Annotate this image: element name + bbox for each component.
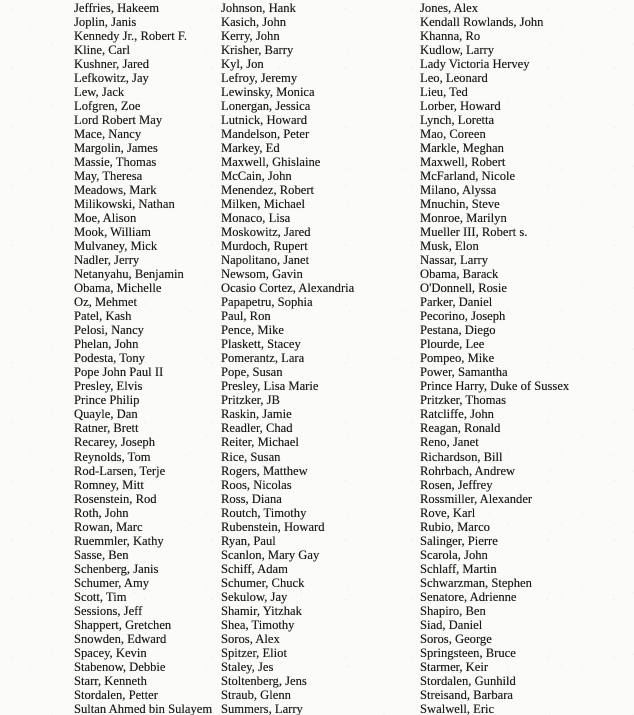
name-entry: Pope, Susan	[221, 365, 283, 380]
name-entry: Lutnick, Howard	[221, 113, 308, 128]
name-entry: Rosenstein, Rod	[74, 491, 157, 506]
name-entry: Snowden, Edward	[74, 631, 167, 646]
name-entry: Lady Victoria Hervey	[420, 57, 530, 72]
name-entry: Ocasio Cortez, Alexandria	[221, 281, 355, 296]
name-entry: Parker, Daniel	[420, 295, 493, 310]
name-column-center	[221, 1, 354, 715]
name-entry: Pope John Paul II	[74, 365, 164, 380]
name-entry: Margolin, James	[74, 141, 158, 156]
name-entry: Shea, Timothy	[221, 617, 295, 632]
name-entry: Markle, Meghan	[420, 141, 504, 156]
name-entry: Soros, Alex	[221, 631, 280, 646]
name-entry: Lefkowitz, Jay	[74, 71, 149, 86]
name-entry: Stordalen, Petter	[74, 687, 158, 702]
name-entry: Lewinsky, Monica	[221, 85, 315, 100]
name-entry: Rubio, Marco	[420, 519, 490, 534]
name-entry: Massie, Thomas	[74, 155, 157, 170]
name-entry: Milken, Michael	[221, 197, 305, 212]
name-entry: Starr, Kenneth	[74, 673, 147, 688]
name-entry: Nassar, Larry	[420, 253, 489, 268]
name-entry: Lonergan, Jessica	[221, 99, 311, 114]
name-entry: Summers, Larry	[221, 701, 303, 715]
name-entry: Pestana, Diego	[420, 323, 496, 338]
name-entry: Richardson, Bill	[420, 449, 503, 464]
name-entry: Papapetru, Sophia	[221, 295, 313, 310]
name-entry: Reynolds, Tom	[74, 449, 151, 464]
name-entry: Readler, Chad	[221, 421, 293, 436]
name-entry: Reiter, Michael	[221, 435, 299, 450]
name-entry: Mueller III, Robert s.	[420, 225, 528, 240]
name-entry: Sasse, Ben	[74, 547, 129, 562]
name-entry: Maxwell, Robert	[420, 155, 506, 170]
name-entry: Schumer, Chuck	[221, 575, 305, 590]
name-entry: Spacey, Kevin	[74, 645, 147, 660]
name-entry: Mao, Coreen	[420, 127, 486, 142]
name-entry: Jones, Alex	[420, 1, 479, 15]
name-entry: Rogers, Matthew	[221, 463, 308, 478]
name-entry: Joplin, Janis	[74, 15, 137, 30]
name-entry: Rod-Larsen, Terje	[74, 463, 166, 478]
name-entry: Ross, Diana	[221, 491, 282, 506]
name-entry: Lynch, Loretta	[420, 113, 495, 128]
name-entry: Mnuchin, Steve	[420, 197, 500, 212]
name-entry: McFarland, Nicole	[420, 169, 516, 184]
name-entry: Rossmiller, Alexander	[420, 491, 533, 506]
name-entry: Johnson, Hank	[221, 1, 296, 15]
name-entry: Romney, Mitt	[74, 477, 144, 492]
name-entry: Kennedy Jr., Robert F.	[74, 29, 188, 44]
name-entry: Salinger, Pierre	[420, 533, 498, 548]
name-entry: Newsom, Gavin	[221, 267, 303, 282]
name-entry: May, Theresa	[74, 169, 143, 184]
name-entry: Musk, Elon	[420, 239, 479, 254]
name-entry: Shapiro, Ben	[420, 603, 486, 618]
name-entry: Ratcliffe, John	[420, 407, 494, 422]
name-entry: Pelosi, Nancy	[74, 323, 144, 338]
name-entry: Plaskett, Stacey	[221, 337, 301, 352]
name-entry: Lorber, Howard	[420, 99, 501, 114]
name-entry: Rice, Susan	[221, 449, 281, 464]
name-entry: Stoltenberg, Jens	[221, 673, 307, 688]
name-entry: Reagan, Ronald	[420, 421, 501, 436]
name-entry: Moe, Alison	[74, 211, 137, 226]
name-column-right	[420, 1, 569, 715]
name-entry: Presley, Lisa Marie	[221, 379, 319, 394]
name-entry: Streisand, Barbara	[420, 687, 514, 702]
name-entry: Schiff, Adam	[221, 561, 288, 576]
name-entry: Springsteen, Bruce	[420, 645, 516, 660]
name-entry: McCain, John	[221, 169, 292, 184]
name-entry: Ruemmler, Kathy	[74, 533, 164, 548]
name-column-left	[74, 1, 212, 715]
name-entry: Krisher, Barry	[221, 43, 294, 58]
name-entry: Obama, Barack	[420, 267, 499, 282]
name-entry: Prince Harry, Duke of Sussex	[420, 379, 570, 394]
name-entry: Quayle, Dan	[74, 407, 138, 422]
name-entry: Kline, Carl	[74, 43, 130, 58]
name-entry: Starmer, Keir	[420, 659, 489, 674]
name-entry: Lofgren, Zoe	[74, 99, 141, 114]
name-entry: Kendall Rowlands, John	[420, 15, 544, 30]
name-entry: Mook, William	[74, 225, 151, 240]
name-entry: Monaco, Lisa	[221, 211, 291, 226]
name-entry: Soros, George	[420, 631, 492, 646]
name-entry: Kasich, John	[221, 15, 287, 30]
name-entry: Podesta, Tony	[74, 351, 145, 366]
name-entry: Phelan, John	[74, 337, 139, 352]
name-entry: Rubenstein, Howard	[221, 519, 325, 534]
name-entry: Menendez, Robert	[221, 183, 315, 198]
name-entry: Stordalen, Gunhild	[420, 673, 516, 688]
name-entry: Sessions, Jeff	[74, 603, 143, 618]
name-entry: Sultan Ahmed bin Sulayem	[74, 701, 213, 715]
name-entry: Paul, Ron	[221, 309, 271, 324]
name-entry: Straub, Glenn	[221, 687, 291, 702]
name-entry: Pritzker, Thomas	[420, 393, 507, 408]
name-entry: Khanna, Ro	[420, 29, 481, 44]
name-entry: Sekulow, Jay	[221, 589, 288, 604]
name-entry: Markey, Ed	[221, 141, 280, 156]
name-entry: Rosen, Jeffrey	[420, 477, 493, 492]
name-entry: Scott, Tim	[74, 589, 127, 604]
name-entry: Ratner, Brett	[74, 421, 139, 436]
name-entry: O'Donnell, Rosie	[420, 281, 507, 296]
name-entry: Obama, Michelle	[74, 281, 162, 296]
name-entry: Shappert, Gretchen	[74, 617, 172, 632]
name-entry: Kushner, Jared	[74, 57, 150, 72]
name-entry: Pritzker, JB	[221, 393, 280, 408]
name-entry: Pecorino, Joseph	[420, 309, 506, 324]
name-entry: Leo, Leonard	[420, 71, 488, 86]
name-entry: Lefroy, Jeremy	[221, 71, 298, 86]
name-entry: Recarey, Joseph	[74, 435, 156, 450]
name-entry: Pence, Mike	[221, 323, 284, 338]
name-entry: Presley, Elvis	[74, 379, 143, 394]
name-entry: Lew, Jack	[74, 85, 125, 100]
name-entry: Siad, Daniel	[420, 617, 483, 632]
name-entry: Senatore, Adrienne	[420, 589, 517, 604]
name-entry: Lieu, Ted	[420, 85, 468, 100]
name-entry: Kyl, Jon	[221, 57, 264, 72]
name-entry: Scarola, John	[420, 547, 488, 562]
name-entry: Nadler, Jerry	[74, 253, 140, 268]
name-entry: Raskin, Jamie	[221, 407, 292, 422]
name-entry: Schlaff, Martin	[420, 561, 497, 576]
name-entry: Power, Samantha	[420, 365, 508, 380]
name-entry: Milikowski, Nathan	[74, 197, 175, 212]
name-entry: Routch, Timothy	[221, 505, 307, 520]
name-entry: Monroe, Marilyn	[420, 211, 507, 226]
name-entry: Rowan, Marc	[74, 519, 143, 534]
name-entry: Swalwell, Eric	[420, 701, 495, 715]
name-entry: Scanlon, Mary Gay	[221, 547, 320, 562]
name-entry: Pomerantz, Lara	[221, 351, 305, 366]
name-entry: Jeffries, Hakeem	[74, 1, 160, 15]
name-entry: Meadows, Mark	[74, 183, 157, 198]
name-entry: Milano, Alyssa	[420, 183, 497, 198]
name-entry: Maxwell, Ghislaine	[221, 155, 321, 170]
name-entry: Murdoch, Rupert	[221, 239, 308, 254]
name-entry: Stabenow, Debbie	[74, 659, 166, 674]
name-entry: Staley, Jes	[221, 659, 274, 674]
name-entry: Lord Robert May	[74, 113, 163, 128]
name-entry: Plourde, Lee	[420, 337, 485, 352]
name-entry: Mace, Nancy	[74, 127, 142, 142]
name-entry: Roos, Nicolas	[221, 477, 292, 492]
name-entry: Rohrbach, Andrew	[420, 463, 516, 478]
name-entry: Kerry, John	[221, 29, 280, 44]
name-entry: Mandelson, Peter	[221, 127, 310, 142]
name-entry: Pompeo, Mike	[420, 351, 495, 366]
name-entry: Reno, Janet	[420, 435, 479, 450]
name-entry: Netanyahu, Benjamin	[74, 267, 184, 282]
name-entry: Moskowitz, Jared	[221, 225, 311, 240]
name-entry: Roth, John	[74, 505, 129, 520]
name-entry: Spitzer, Eliot	[221, 645, 287, 660]
name-entry: Kudlow, Larry	[420, 43, 495, 58]
name-entry: Schumer, Amy	[74, 575, 150, 590]
name-entry: Oz, Mehmet	[74, 295, 137, 310]
name-entry: Schenberg, Janis	[74, 561, 159, 576]
name-entry: Napolitano, Janet	[221, 253, 310, 268]
name-entry: Shamir, Yitzhak	[221, 603, 302, 618]
name-entry: Rove, Karl	[420, 505, 476, 520]
name-entry: Patel, Kash	[74, 309, 132, 324]
name-entry: Mulvaney, Mick	[74, 239, 158, 254]
name-entry: Ryan, Paul	[221, 533, 276, 548]
name-entry: Schwarzman, Stephen	[420, 575, 532, 590]
name-entry: Prince Philip	[74, 393, 140, 408]
